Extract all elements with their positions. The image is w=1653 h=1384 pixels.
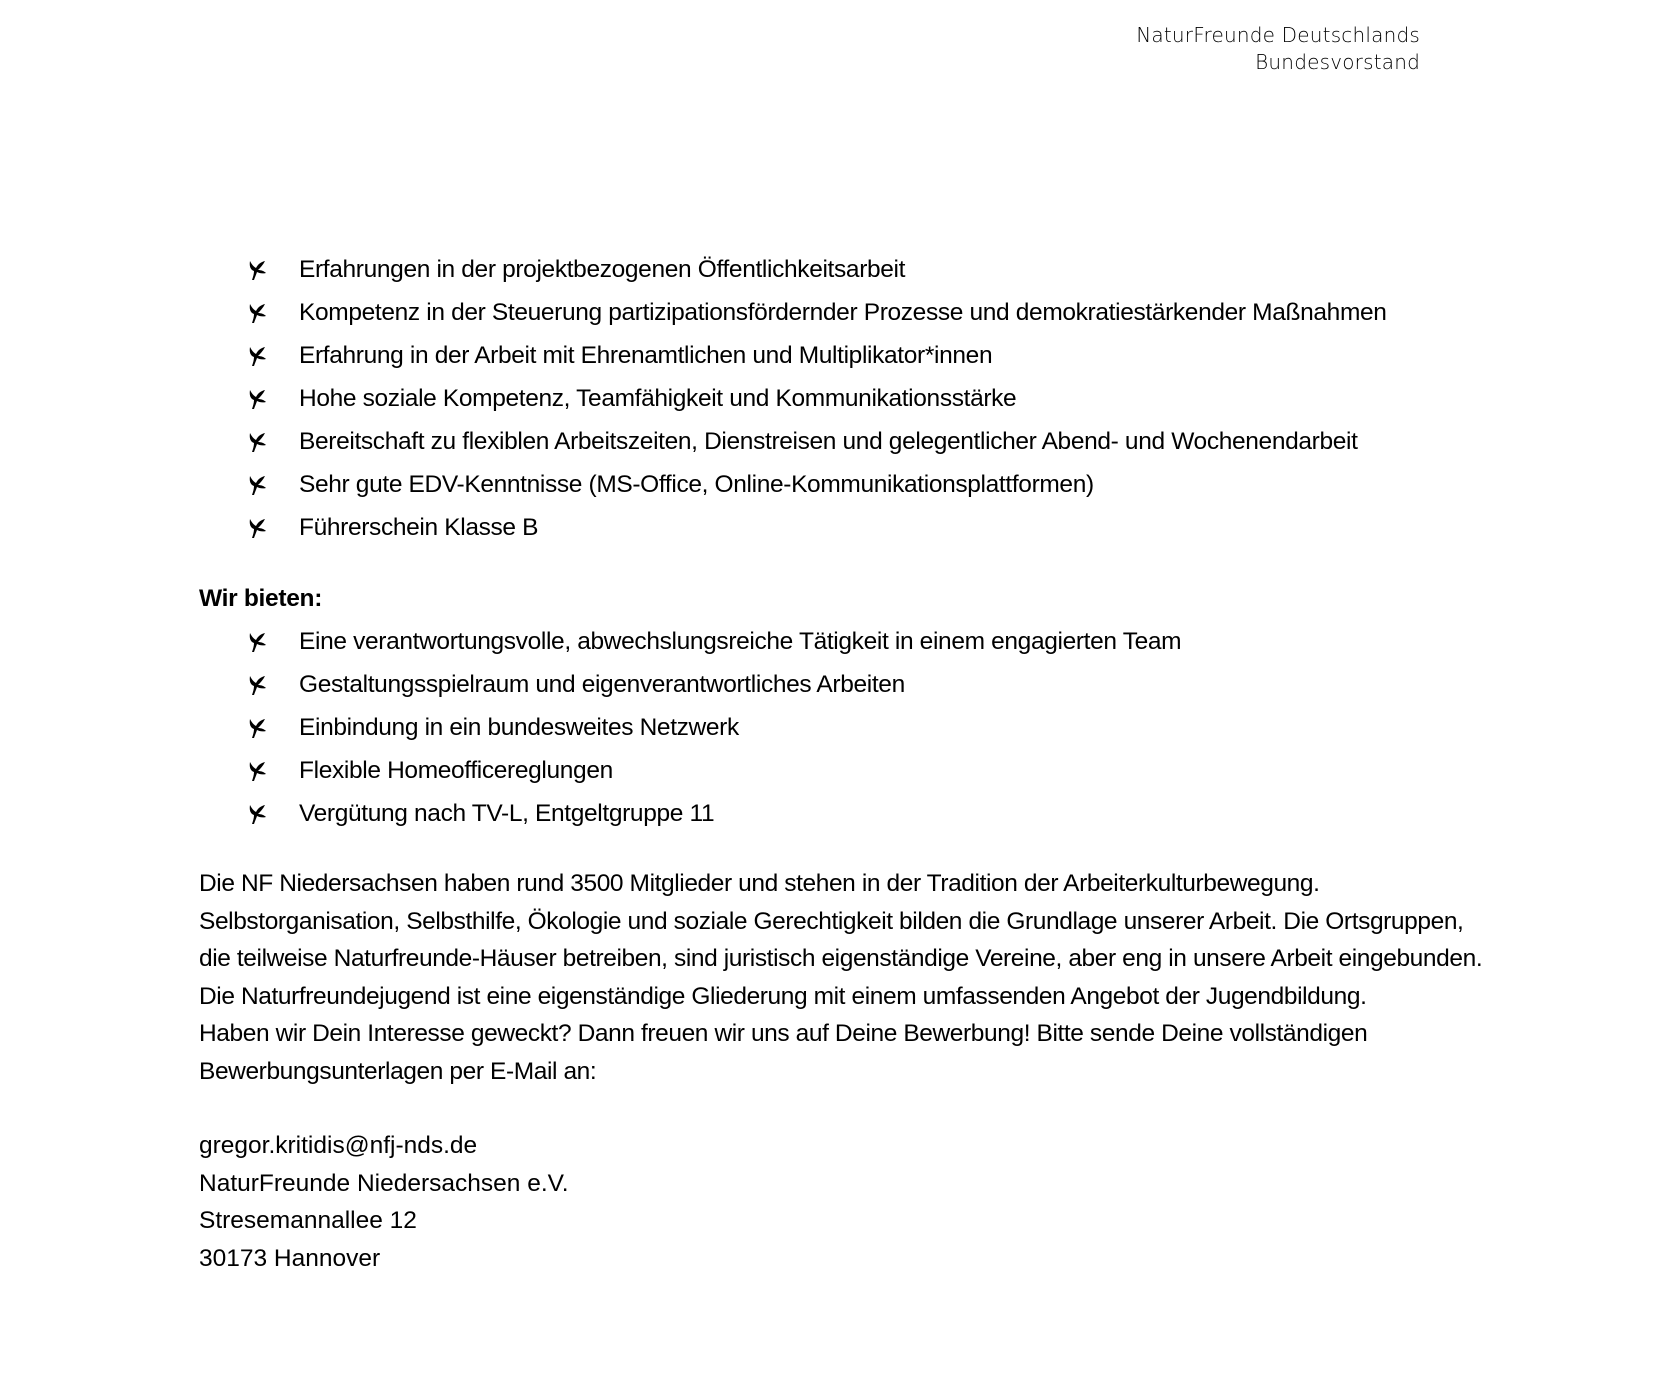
list-item: Vergütung nach TV-L, Entgeltgruppe 11 (199, 792, 1499, 835)
letterhead-dept: Bundesvorstand (1255, 50, 1420, 74)
list-item: Bereitschaft zu flexiblen Arbeitszeiten, Dienstreisen und gelegentlicher Abend- und Wochenendarbeit (199, 420, 1499, 463)
letterhead-org: NaturFreunde Deutschlands (1136, 23, 1420, 47)
list-item: Flexible Homeofficereglungen (199, 749, 1499, 792)
contact-email[interactable]: gregor.kritidis@nfj-nds.de (199, 1132, 478, 1159)
list-item: Sehr gute EDV-Kenntnisse (MS-Office, Online-Kommunikationsplattformen) (199, 463, 1499, 506)
contact-street: Stresemannallee 12 (199, 1207, 417, 1234)
leaf-bird-icon (246, 302, 268, 324)
list-item: Eine verantwortungsvolle, abwechslungsreiche Tätigkeit in einem engagierten Team (199, 620, 1499, 663)
leaf-bird-icon (246, 803, 268, 825)
list-item: Kompetenz in der Steuerung partizipationsfördernder Prozesse und demokratiestärkender Maßnahmen (199, 291, 1499, 334)
letterhead (1136, 22, 1420, 76)
offer-list (199, 620, 1499, 835)
leaf-bird-icon (246, 431, 268, 453)
list-item: Erfahrungen in der projektbezogenen Öffentlichkeitsarbeit (199, 248, 1499, 291)
leaf-bird-icon (246, 674, 268, 696)
leaf-bird-icon (246, 517, 268, 539)
requirements-list (199, 248, 1499, 549)
offer-heading: Wir bieten: (199, 585, 323, 612)
about-paragraph: Die NF Niedersachsen haben rund 3500 Mitglieder und stehen in der Tradition der Arbeiterkulturbewegung. Selbstorganisation, Selbsthilfe, Ökologie und soziale Gerechtigkeit bilden die Grundlage unserer Arbeit. Die Ortsgruppen, die teilweise Naturfreunde-Häuser betreiben, sind juristisch eigenständige Vereine, aber eng in unsere Arbeit eingebunden. Die Naturfreundejugend ist eine eigenständige Gliederung mit einem umfassenden Angebot der Jugendbildung. (199, 870, 1483, 1010)
leaf-bird-icon (246, 259, 268, 281)
contact-block (199, 1127, 1499, 1277)
list-item: Einbindung in ein bundesweites Netzwerk (199, 706, 1499, 749)
list-item: Erfahrung in der Arbeit mit Ehrenamtlichen und Multiplikator*innen (199, 334, 1499, 377)
leaf-bird-icon (246, 474, 268, 496)
leaf-bird-icon (246, 717, 268, 739)
list-item: Führerschein Klasse B (199, 506, 1499, 549)
contact-city: 30173 Hannover (199, 1244, 381, 1272)
leaf-bird-icon (246, 760, 268, 782)
leaf-bird-icon (246, 388, 268, 410)
list-item: Hohe soziale Kompetenz, Teamfähigkeit und Kommunikationsstärke (199, 377, 1499, 420)
contact-org: NaturFreunde Niedersachsen e.V. (199, 1169, 569, 1197)
about-section (199, 865, 1499, 1090)
list-item: Gestaltungsspielraum und eigenverantwortliches Arbeiten (199, 663, 1499, 706)
call-to-action: Haben wir Dein Interesse geweckt? Dann freuen wir uns auf Deine Bewerbung! Bitte sende Deine vollständigen Bewerbungsunterlagen per E-Mail an: (199, 1020, 1368, 1085)
leaf-bird-icon (246, 631, 268, 653)
leaf-bird-icon (246, 345, 268, 367)
document-body (199, 248, 1499, 1277)
